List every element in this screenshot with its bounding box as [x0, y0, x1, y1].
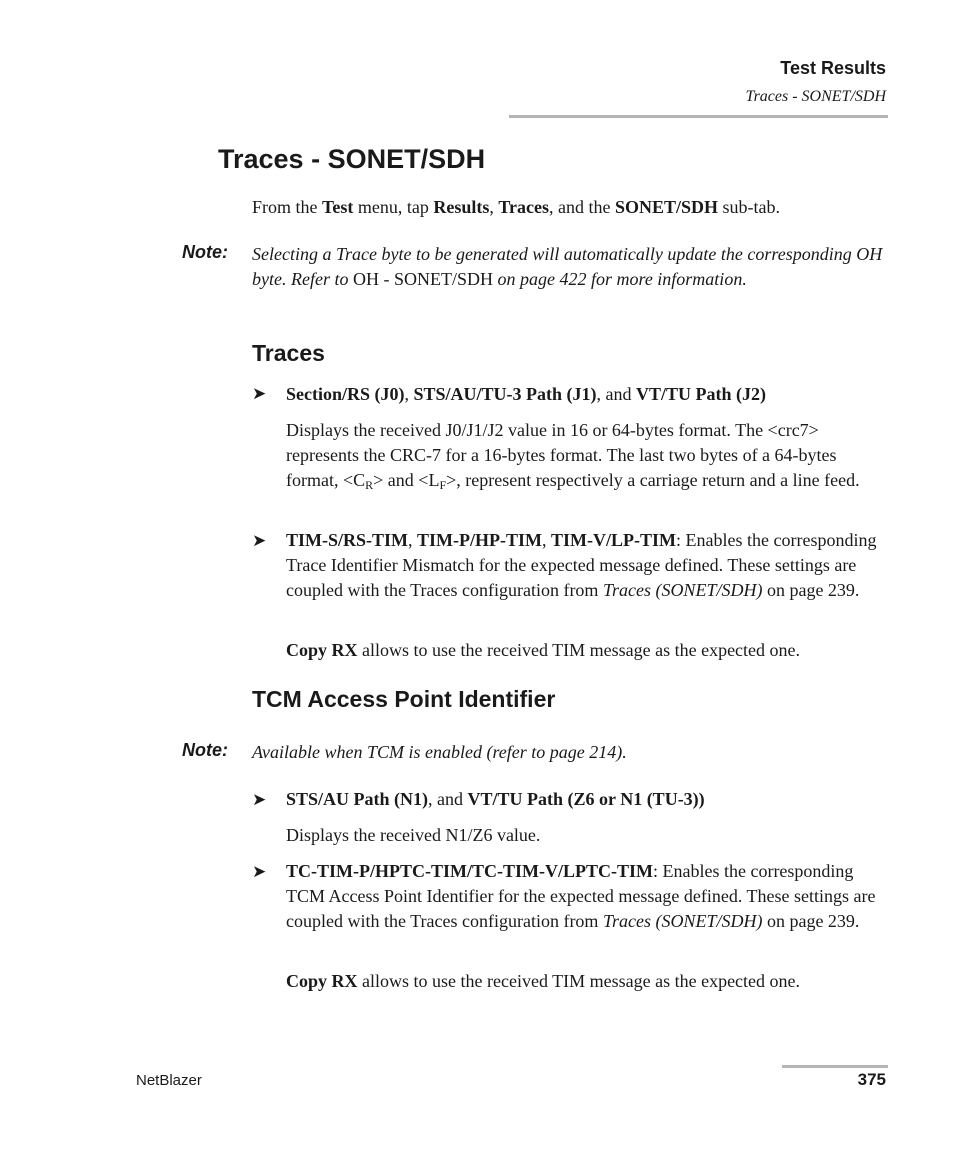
copy-rx-paragraph: Copy RX allows to use the received TIM message as the expected one. — [286, 640, 801, 660]
bullet-icon: ➤ — [252, 862, 267, 881]
list-item-description: Displays the received N1/Z6 value. — [286, 825, 541, 845]
list-item-title: STS/AU Path (N1), and VT/TU Path (Z6 or N1 (TU-3)) — [286, 789, 705, 809]
list-item-title: Section/RS (J0), STS/AU/TU-3 Path (J1), and VT/TU Path (J2) — [286, 384, 767, 404]
note-label: Note: — [182, 242, 228, 262]
running-header-title: Test Results — [780, 58, 886, 78]
section-heading-tcm: TCM Access Point Identifier — [252, 686, 556, 712]
bullet-icon: ➤ — [252, 531, 267, 550]
page-number: 375 — [857, 1070, 886, 1089]
section-heading-traces: Traces — [252, 340, 325, 366]
running-header-subtitle: Traces - SONET/SDH — [745, 88, 886, 105]
page-title: Traces - SONET/SDH — [218, 144, 486, 174]
list-item-description: Displays the received J0/J1/J2 value in 16 or 64-bytes format. The <crc7> represents the CRC-7 for a 16-bytes format. The last two bytes of a 64-bytes format, $<C_R>$ and $<L_F>$, represent respectively a carriage return and a line feed. — [286, 420, 860, 492]
note-label: Note: — [182, 740, 228, 760]
copy-rx-paragraph: Copy RX allows to use the received TIM message as the expected one. — [286, 971, 801, 991]
list-item-text: TC-TIM-P/HPTC-TIM/TC-TIM-V/LPTC-TIM: Enables the corresponding TCM Access Point Identifier for the expected message defined. These settings are coupled with the Traces configuration from Traces (SONET/SDH) on page 239. — [286, 861, 876, 931]
header-rule — [509, 115, 888, 118]
footer-rule — [782, 1065, 888, 1068]
intro-paragraph: From the Test menu, tap Results, Traces, and the SONET/SDH sub-tab. — [252, 197, 781, 217]
footer-product-name: NetBlazer — [136, 1072, 202, 1089]
note-text: Available when TCM is enabled (refer to page 214). — [252, 742, 627, 762]
note-text: Selecting a Trace byte to be generated will automatically update the corresponding OH byte. Refer to OH - SONET/SDH on page 422 for more information. — [252, 244, 883, 289]
list-item-text: TIM-S/RS-TIM, TIM-P/HP-TIM, TIM-V/LP-TIM: Enables the corresponding Trace Identifier Mismatch for the expected message defined. These settings are coupled with the Traces configuration from Traces (SONET/SDH) on page 239. — [286, 530, 877, 600]
bullet-icon: ➤ — [252, 790, 267, 809]
bullet-icon: ➤ — [252, 384, 267, 403]
